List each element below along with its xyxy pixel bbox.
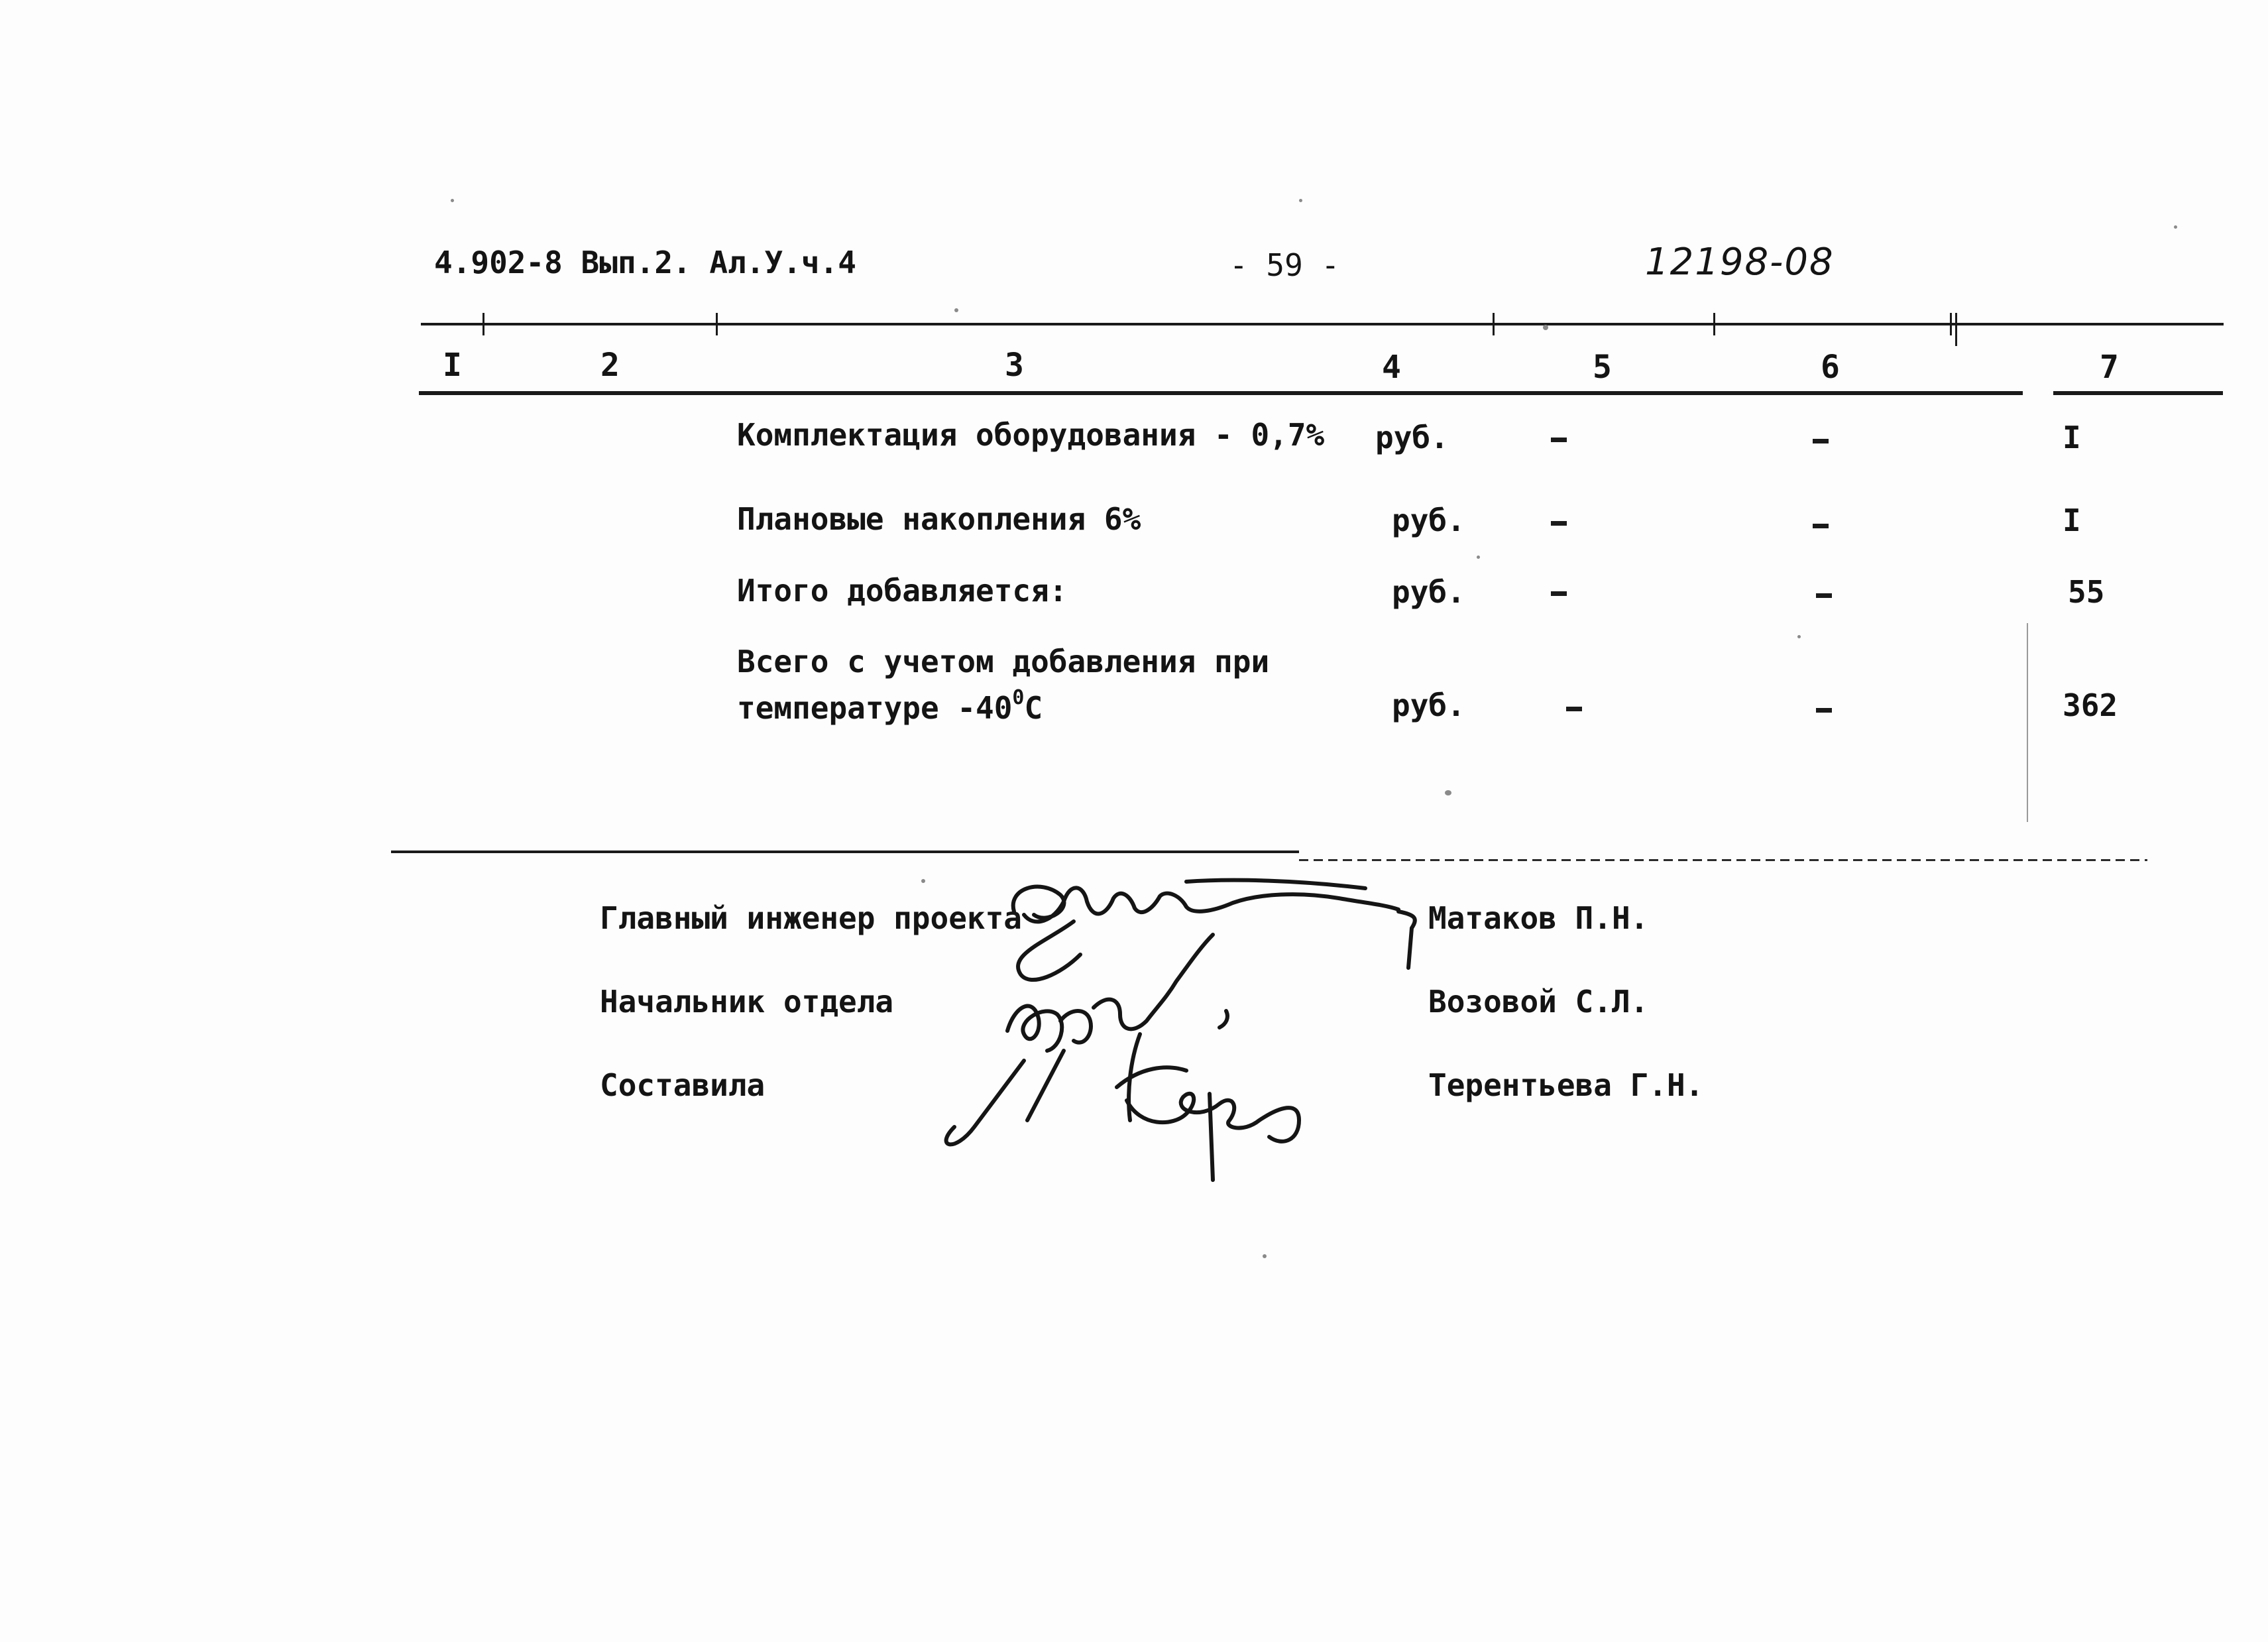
- signature-name-chief-engineer: Матаков П.Н.: [1428, 900, 1649, 936]
- page-number: - 59 -: [1229, 247, 1340, 283]
- signature-role-compiler: Составила: [600, 1067, 765, 1103]
- scan-speck: [1797, 635, 1801, 638]
- row-2-name: Плановые накопления 6%: [737, 501, 1141, 537]
- column-header-1: I: [443, 347, 462, 384]
- scan-speck: [1477, 556, 1480, 559]
- scan-speck: [954, 308, 958, 312]
- signature-role-chief-engineer: Главный инженер проекта: [600, 900, 1022, 936]
- column-header-5: 5: [1593, 349, 1612, 386]
- row-4-col7-value: 362: [2063, 687, 2118, 723]
- signature-name-compiler: Терентьева Г.Н.: [1428, 1067, 1704, 1103]
- row-3-name: Итого добавляется:: [737, 573, 1068, 609]
- row-4-unit: руб.: [1392, 687, 1465, 723]
- row-3-col7-value: 55: [2068, 574, 2105, 610]
- column-header-4: 4: [1382, 349, 1401, 386]
- scan-speck: [451, 199, 454, 202]
- scan-speck: [1445, 790, 1451, 795]
- column-header-2: 2: [600, 347, 620, 384]
- document-designation: 4.902-8 Вып.2. Ал.У.ч.4: [434, 245, 856, 280]
- row-4-name-unit-suffix: С: [1024, 690, 1043, 726]
- row-2-unit: руб.: [1392, 502, 1465, 538]
- row-1-col7-value: I: [2063, 420, 2081, 455]
- row-1-name: Комплектация оборудования - 0,7%: [737, 417, 1325, 453]
- column-header-7: 7: [2100, 349, 2119, 386]
- scan-speck: [921, 879, 925, 883]
- scan-speck: [2174, 225, 2177, 229]
- row-4-name-text: температуре -40: [737, 690, 1013, 726]
- column-header-3: 3: [1005, 347, 1024, 384]
- scan-speck: [1263, 1254, 1267, 1258]
- scan-speck: [1299, 199, 1302, 202]
- row-2-col7-value: I: [2063, 502, 2081, 538]
- scan-speck: [1543, 325, 1548, 330]
- inventory-number: 12198-08: [1645, 241, 1835, 284]
- row-1-unit: руб.: [1375, 420, 1449, 455]
- row-4-name-degree: 0: [1012, 686, 1025, 709]
- column-header-6: 6: [1821, 349, 1840, 386]
- row-3-unit: руб.: [1392, 574, 1465, 610]
- signature-name-department-head: Возовой С.Л.: [1428, 984, 1649, 1020]
- signature-role-department-head: Начальник отдела: [600, 984, 894, 1020]
- row-4-name-line-1: Всего с учетом добавления при: [737, 644, 1270, 679]
